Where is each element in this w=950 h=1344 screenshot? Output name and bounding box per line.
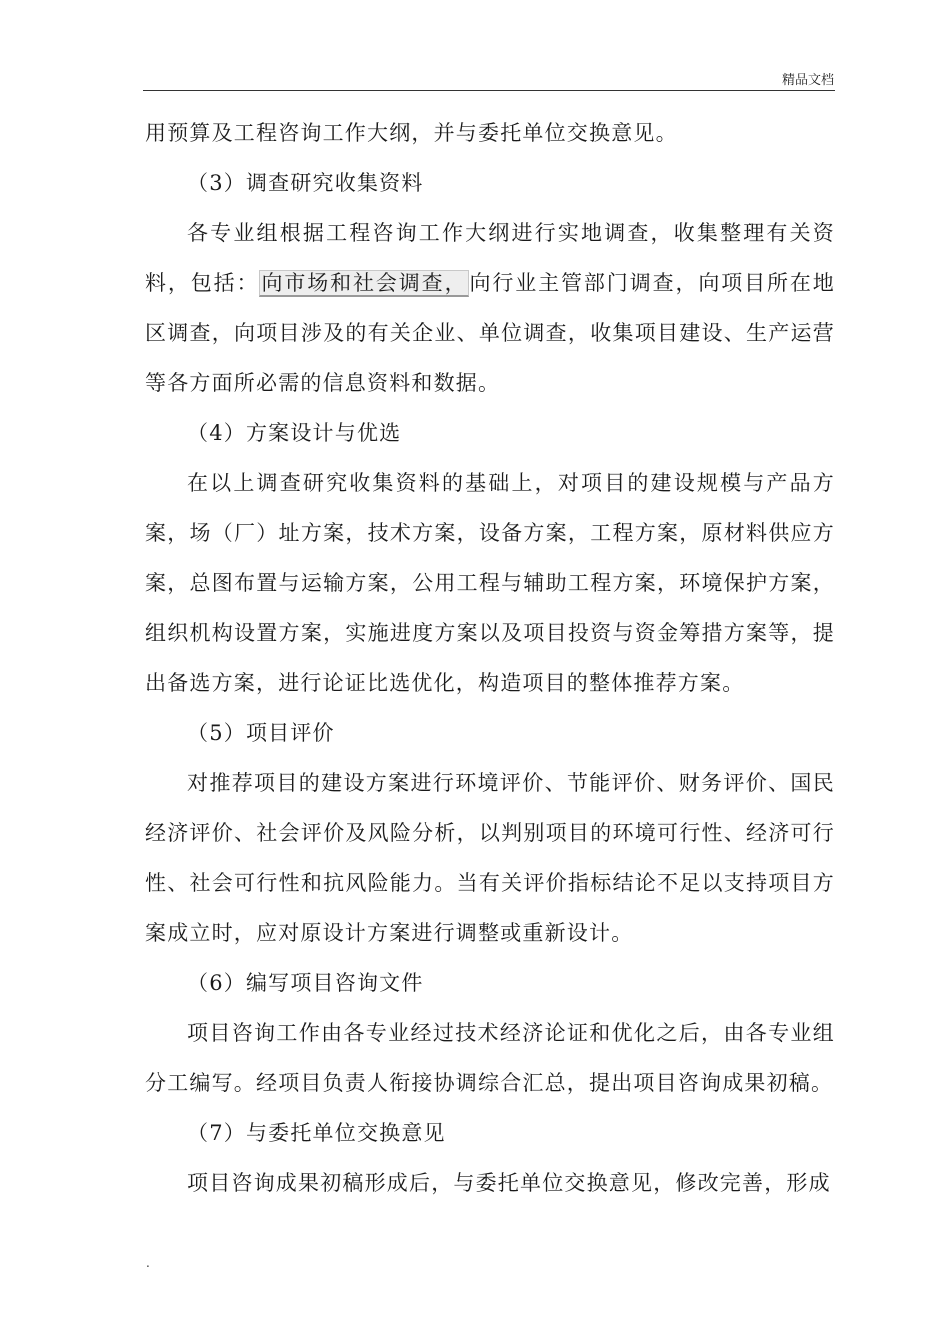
paragraph-7: 项目咨询成果初稿形成后，与委托单位交换意见，修改完善，形成	[187, 1171, 831, 1195]
header-rule	[143, 90, 835, 91]
section-heading-5: （5）项目评价	[187, 721, 335, 745]
paragraph-4: 在以上调查研究收集资料的基础上，对项目的建设规模与产品方案，场（厂）址方案，技术方案，设备方案，工程方案，原材料供应方案，总图布置与运输方案，公用工程与辅助工程方案，环境保护方案，组织机构设置方案，实施进度方案以及项目投资与资金筹措方案等，提出备选方案，进行论证比选优化，构造项目的整体推荐方案。	[145, 471, 835, 695]
document-body	[145, 108, 835, 1208]
paragraph-6: 项目咨询工作由各专业经过技术经济论证和优化之后，由各专业组分工编写。经项目负责人衔接协调综合汇总，提出项目咨询成果初稿。	[145, 1021, 835, 1095]
paragraph-5: 对推荐项目的建设方案进行环境评价、节能评价、财务评价、国民经济评价、社会评价及风险分析，以判别项目的环境可行性、经济可行性、社会可行性和抗风险能力。当有关评价指标结论不足以支持项目方案成立时，应对原设计方案进行调整或重新设计。	[145, 771, 835, 945]
section-heading-7: （7）与委托单位交换意见	[187, 1121, 446, 1145]
highlighted-text[interactable]: 向市场和社会调查，	[261, 271, 468, 295]
header-label: 精品文档	[781, 73, 834, 88]
paragraph-continuation: 用预算及工程咨询工作大纲，并与委托单位交换意见。	[145, 121, 678, 145]
section-heading-4: （4）方案设计与优选	[187, 421, 402, 445]
paragraph-3	[145, 208, 835, 408]
section-heading-6: （6）编写项目咨询文件	[187, 971, 424, 995]
paragraph-3-text-a: 各专业组根据工程咨询工作大纲进行实地调查，收集整理有关资料，包括：	[145, 221, 835, 295]
paragraph-3-text-b: 向行业主管部门调查，向项目所在地区调查，向项目涉及的有关企业、单位调查，收集项目建设、生产运营等各方面所必需的信息资料和数据。	[145, 271, 836, 395]
footer-dot: .	[146, 1256, 150, 1270]
section-heading-3: （3）调查研究收集资料	[187, 171, 424, 195]
